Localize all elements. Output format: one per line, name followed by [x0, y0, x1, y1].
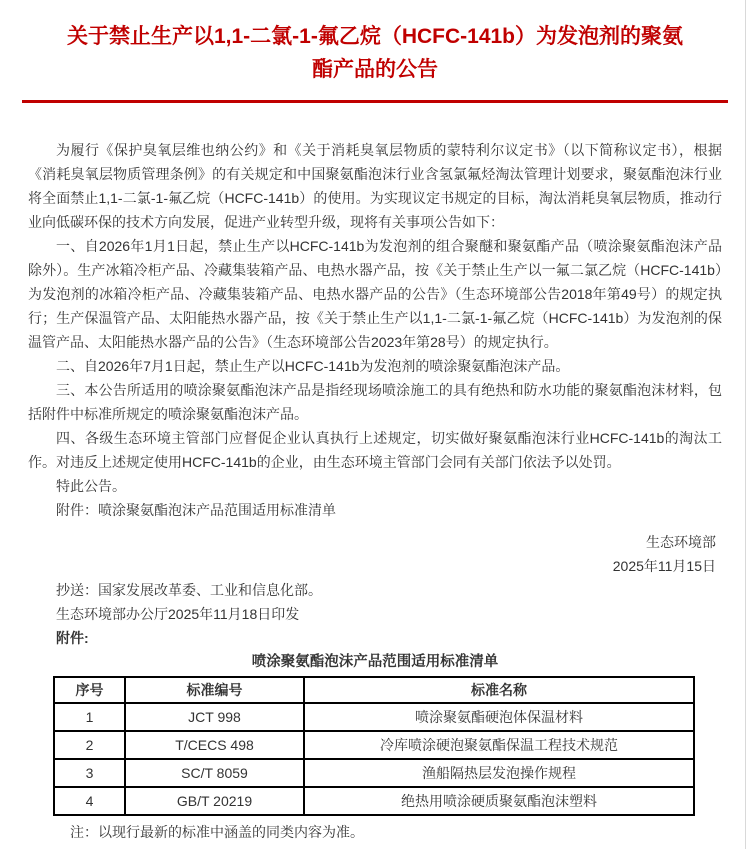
- signoff-date: 2025年11月15日: [612, 558, 716, 574]
- body-paragraph-item3: 三、本公告所适用的喷涂聚氨酯泡沫产品是指经现场喷涂施工的具有绝热和防水功能的聚氨酯泡沫材料，包括附件中标准所规定的喷涂聚氨酯泡沫产品。: [28, 382, 722, 422]
- body-paragraph-intro: 为履行《保护臭氧层维也纳公约》和《关于消耗臭氧层物质的蒙特利尔议定书》（以下简称议定书），根据《消耗臭氧层物质管理条例》的有关规定和中国聚氨酯泡沫行业含氢氯氟烃淘汰管理计划要求，聚氨酯泡沫行业将全面禁止1,1-二氯-1-氟乙烷（HCFC-141b）的使用。为实现议定书规定的目标，淘汰消耗臭氧层物质，推动行业向低碳环保的技术方向发展，促进产业转型升级，现将有关事项公告如下：: [28, 142, 722, 230]
- page-title-line2: 酯产品的公告: [312, 58, 438, 81]
- table-row: [54, 703, 694, 731]
- issue-line: 生态环境部办公厅2025年11月18日印发: [56, 606, 300, 622]
- attachment-table-title: 喷涂聚氨酯泡沫产品范围适用标准清单: [251, 654, 499, 670]
- attachment-label: 附件:: [56, 630, 89, 646]
- table-row: [54, 759, 694, 787]
- page-title: [0, 0, 750, 86]
- table-cell-standard-code: GB/T 20219: [125, 787, 304, 815]
- table-cell-standard-code: T/CECS 498: [125, 731, 304, 759]
- table-cell-standard-name: 冷库喷涂硬泡聚氨酯保温工程技术规范: [304, 731, 694, 759]
- table-row: [54, 731, 694, 759]
- table-cell-index: 2: [54, 731, 125, 759]
- page-edge-line: [745, 0, 746, 849]
- body-paragraph-item4: 四、各级生态环境主管部门应督促企业认真执行上述规定，切实做好聚氨酯泡沫行业HCFC-141b的淘汰工作。对违反上述规定使用HCFC-141b的企业，由生态环境主管部门会同有关部门依法予以处罚。: [28, 430, 722, 470]
- body-paragraph-attachment-ref: 附件：喷涂聚氨酯泡沫产品范围适用标准清单: [56, 502, 336, 518]
- body-paragraph-item2: 二、自2026年7月1日起，禁止生产以HCFC-141b为发泡剂的喷涂聚氨酯泡沫产品。: [56, 358, 570, 374]
- table-header-standard-name: 标准名称: [304, 677, 694, 703]
- body-paragraph-item1: 一、自2026年1月1日起，禁止生产以HCFC-141b为发泡剂的组合聚醚和聚氨酯产品（喷涂聚氨酯泡沫产品除外）。生产冰箱冷柜产品、冷藏集装箱产品、电热水器产品，按《关于禁止生产以一氟二氯乙烷（HCFC-141b）为发泡剂的冰箱冷柜产品、冷藏集装箱产品、电热水器产品的公告》（生态环境部公告2018年第49号）的规定执行；生产保温管产品、太阳能热水器产品，按《关于禁止生产以1,1-二氯-1-氟乙烷（HCFC-141b）为发泡剂的保温管产品、太阳能热水器产品的公告》（生态环境部公告2023年第28号）的规定执行。: [28, 238, 722, 350]
- table-cell-standard-code: SC/T 8059: [125, 759, 304, 787]
- table-cell-index: 3: [54, 759, 125, 787]
- table-cell-index: 4: [54, 787, 125, 815]
- table-cell-index: 1: [54, 703, 125, 731]
- table-header-standard-code: 标准编号: [125, 677, 304, 703]
- page-title-line1: 关于禁止生产以1,1-二氯-1-氟乙烷（HCFC-141b）为发泡剂的聚氨: [66, 25, 684, 48]
- title-divider-rule: [22, 100, 728, 103]
- document-body: [0, 138, 750, 844]
- table-cell-standard-name: 渔船隔热层发泡操作规程: [304, 759, 694, 787]
- table-header-row: [54, 677, 694, 703]
- table-row: [54, 787, 694, 815]
- table-cell-standard-name: 绝热用喷涂硬质聚氨酯泡沫塑料: [304, 787, 694, 815]
- table-cell-standard-name: 喷涂聚氨酯硬泡体保温材料: [304, 703, 694, 731]
- body-paragraph-closing: 特此公告。: [56, 478, 126, 494]
- standards-table: [53, 676, 695, 816]
- table-note: 注：以现行最新的标准中涵盖的同类内容为准。: [70, 824, 364, 840]
- table-cell-standard-code: JCT 998: [125, 703, 304, 731]
- signoff-block: [28, 530, 722, 578]
- table-header-index: 序号: [54, 677, 125, 703]
- cc-line: 抄送：国家发展改革委、工业和信息化部。: [56, 582, 322, 598]
- signoff-agency: 生态环境部: [646, 534, 716, 550]
